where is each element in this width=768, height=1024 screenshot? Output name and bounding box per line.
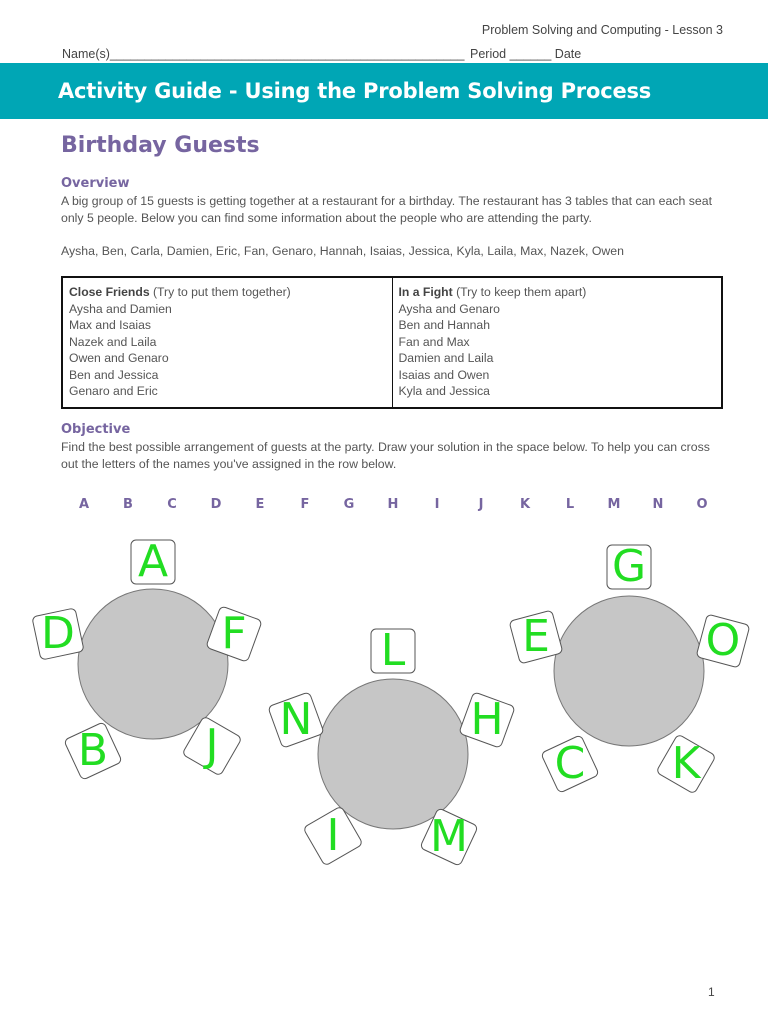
seat-letter: H [470,694,504,745]
objective-heading: Objective [61,422,131,437]
friends-pair: Ben and Jessica [69,367,159,382]
seat-letter: M [430,811,468,862]
letter-c[interactable]: C [167,497,177,512]
table-1 [32,536,262,780]
letter-e[interactable]: E [255,497,265,512]
friends-pair: Aysha and Damien [69,301,172,316]
letter-n[interactable]: N [652,497,664,512]
letter-m[interactable]: M [607,497,621,512]
seat-letter: C [554,738,586,789]
friends-pair: Nazek and Laila [69,334,157,349]
letter-o[interactable]: O [696,497,708,512]
seat-letter: L [380,625,406,676]
seat-letter: N [279,694,313,745]
table-2 [268,625,515,866]
activity-title: Activity Guide - Using the Problem Solving Process [58,79,652,103]
lesson-header: Problem Solving and Computing - Lesson 3 [481,23,723,37]
letter-h[interactable]: H [387,497,399,512]
letter-j[interactable]: J [478,497,484,512]
in-a-fight-header [399,284,716,301]
period-date-field: Period ______ Date [470,47,582,61]
letter-d[interactable]: D [210,497,222,512]
friends-pair: Max and Isaias [69,318,151,332]
in-a-fight-cell [392,277,722,408]
friends-pair: Owen and Genaro [69,351,169,365]
letter-row [0,497,768,517]
seat-letter: D [41,608,75,659]
letter-f[interactable]: F [300,497,310,512]
objective-text: Find the best possible arrangement of guests at the party. Draw your solution in the space below. To help you can cross out the letters of the names you've assigned in the row below. [61,440,710,471]
seat-letter: J [205,720,219,771]
seat-letter: O [705,615,741,666]
seating-drawing [0,520,768,880]
close-friends-note: (Try to put them together) [152,285,291,299]
table-top [78,589,228,739]
guest-list: Aysha, Ben, Carla, Damien, Eric, Fan, Genaro, Hannah, Isaias, Jessica, Kyla, Laila, Max, Nazek, Owen [61,244,624,258]
fight-pair: Aysha and Genaro [398,301,500,316]
fight-pair: Isaias and Owen [398,367,490,382]
table-top [318,679,468,829]
close-friends-header [69,284,386,301]
page-title: Birthday Guests [61,133,260,158]
seat-letter: I [326,810,340,861]
page-number: 1 [708,985,715,999]
title-banner [0,63,768,119]
seat-letter: B [77,725,109,776]
letter-b[interactable]: B [123,497,133,512]
table-3 [509,541,750,794]
name-line [62,47,723,61]
in-a-fight-list [399,301,716,400]
close-friends-list [69,301,386,400]
close-friends-title: Close Friends [69,285,150,299]
overview-heading: Overview [61,176,130,191]
overview-text: A big group of 15 guests is getting together at a restaurant for a birthday. The restaurant has 3 tables that can each seat only 5 people. Below you can find some information about the people who are attending the party. [61,194,713,225]
letter-a[interactable]: A [78,497,90,512]
table-top [554,596,704,746]
in-a-fight-title: In a Fight [398,285,453,299]
seat-letter: A [137,536,169,587]
fight-pair: Fan and Max [398,334,470,349]
seat-letter: G [611,541,647,592]
fight-pair: Kyla and Jessica [398,384,490,398]
letter-k[interactable]: K [519,497,531,512]
fight-pair: Damien and Laila [398,351,494,365]
in-a-fight-note: (Try to keep them apart) [456,285,587,299]
friends-pair: Genaro and Eric [69,384,158,398]
name-field: Name(s)___________________________________________________ [62,47,465,61]
seat-letter: K [671,738,701,789]
seat-letter: E [522,611,550,662]
seat-letter: F [221,608,247,659]
letter-g[interactable]: G [343,497,355,512]
close-friends-cell [62,277,392,408]
fight-pair: Ben and Hannah [398,318,490,332]
letter-i[interactable]: I [434,497,440,512]
constraints-table [61,276,723,409]
letter-l[interactable]: L [565,497,575,512]
